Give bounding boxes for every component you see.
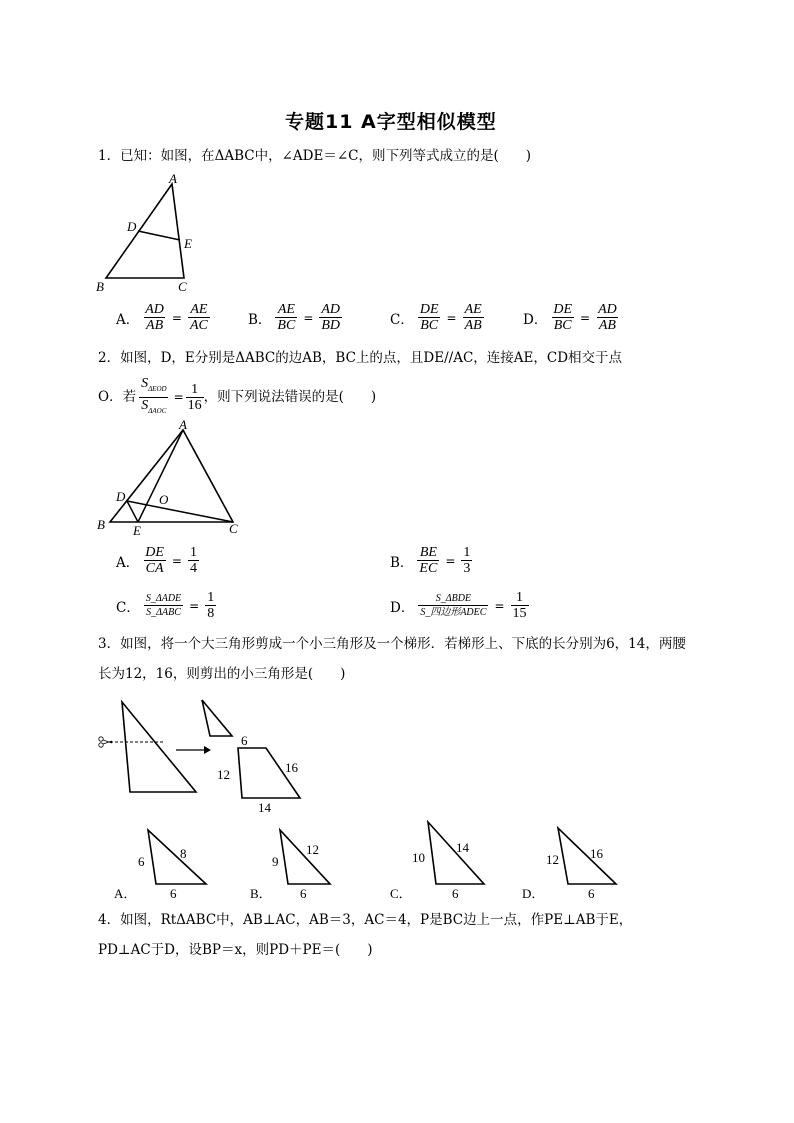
- question-3-figure: [92, 694, 322, 814]
- svg-text:6: 6: [170, 886, 177, 901]
- svg-text:D．: D．: [522, 886, 545, 901]
- fig2-label-d: D: [116, 489, 126, 504]
- fig2-label-o: O: [159, 492, 169, 507]
- q2-option-d[interactable]: D． $\frac{\text{S\_ΔBDE}}{\text{S\_四边形ADEC}}$ = $\frac{1}{15}$: [390, 590, 527, 621]
- svg-text:C．: C．: [390, 886, 412, 901]
- fig1-label-e: E: [184, 236, 192, 251]
- question-3-line2: 长为12，16，则剪出的小三角形是( ): [98, 666, 346, 682]
- q3-option-d[interactable]: [520, 818, 640, 902]
- question-2-figure: [92, 418, 252, 538]
- question-2-line2: O．若 $\frac{S_{\Delta EOD}}{S_{\Delta AOC}}$ = $\frac{1}{16}$ ，则下列说法错误的是( ): [98, 376, 376, 419]
- svg-text:16: 16: [590, 846, 603, 861]
- q3-option-a[interactable]: [110, 822, 220, 902]
- question-1-figure: [92, 170, 207, 295]
- q1-option-a[interactable]: A． $\frac{AD}{AB}$ = $\frac{AE}{AC}$: [116, 302, 208, 333]
- question-3-line1: 3．如图，将一个大三角形剪成一个小三角形及一个梯形．若梯形上、下底的长分别为6，14，两腰: [98, 636, 686, 652]
- fig2-label-e: E: [133, 523, 141, 538]
- svg-text:10: 10: [412, 850, 425, 865]
- svg-text:6: 6: [138, 854, 145, 869]
- scissors-icon: [99, 737, 112, 747]
- trap-bottom: 14: [258, 800, 271, 814]
- svg-text:A．: A．: [114, 886, 137, 901]
- question-1-stem: 1．已知：如图，在ΔABC中，∠ADE＝∠C，则下列等式成立的是( ): [98, 148, 532, 164]
- question-4-line1: 4．如图，RtΔABC中，AB⊥AC，AB＝3，AC＝4，P是BC边上一点，作PE⊥AB于E，: [98, 912, 633, 928]
- fig2-label-c: C: [229, 521, 238, 536]
- q3-option-c[interactable]: [388, 816, 498, 902]
- q2-option-b[interactable]: B． $\frac{BE}{EC}$ = $\frac{1}{3}$: [390, 545, 471, 576]
- q1-option-b[interactable]: B． $\frac{AE}{BC}$ = $\frac{AD}{BD}$: [248, 302, 341, 333]
- svg-text:9: 9: [272, 854, 279, 869]
- svg-text:8: 8: [180, 846, 187, 861]
- trap-top: 6: [241, 733, 248, 748]
- fig1-label-d: D: [127, 219, 137, 234]
- question-2-line1: 2．如图，D，E分别是ΔABC的边AB，BC上的点，且DE//AC，连接AE，CD相交于点: [98, 350, 623, 366]
- question-4-line2: PD⊥AC于D，设BP＝x，则PD＋PE＝( ): [98, 942, 373, 958]
- svg-text:6: 6: [588, 886, 595, 901]
- svg-text:B．: B．: [250, 886, 272, 901]
- page-title: 专题11 A字型相似模型: [285, 111, 497, 133]
- fig2-label-b: B: [97, 517, 105, 532]
- trap-right: 16: [285, 760, 298, 775]
- q2-option-a[interactable]: A． $\frac{DE}{CA}$ = $\frac{1}{4}$: [116, 545, 197, 576]
- q3-option-b[interactable]: [248, 822, 358, 902]
- svg-text:6: 6: [300, 886, 307, 901]
- svg-text:12: 12: [546, 852, 559, 867]
- q2-option-c[interactable]: C． $\frac{\text{S\_ΔADE}}{\text{S\_ΔABC}}$ = $\frac{1}{8}$: [116, 590, 215, 621]
- q1-option-d[interactable]: D． $\frac{DE}{BC}$ = $\frac{AD}{AB}$: [523, 302, 617, 333]
- fig1-label-a: A: [169, 171, 177, 186]
- svg-text:14: 14: [456, 840, 469, 855]
- q1-option-c[interactable]: C． $\frac{DE}{BC}$ = $\frac{AE}{AB}$: [390, 302, 482, 333]
- svg-text:6: 6: [452, 886, 459, 901]
- svg-text:12: 12: [306, 842, 319, 857]
- trap-left: 12: [217, 767, 230, 782]
- fig2-label-a: A: [179, 418, 187, 432]
- fig1-label-c: C: [178, 279, 187, 294]
- fig1-label-b: B: [96, 279, 104, 294]
